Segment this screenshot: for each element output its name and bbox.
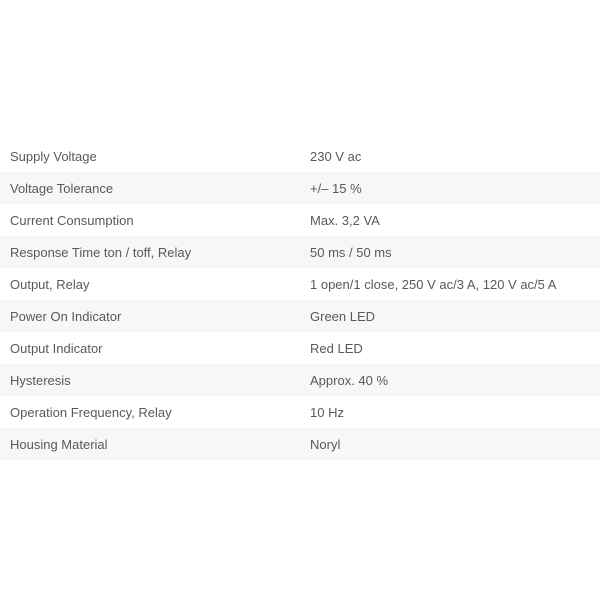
table-row bbox=[0, 172, 600, 204]
specifications-table bbox=[0, 140, 600, 460]
spec-value: Approx. 40 % bbox=[310, 372, 389, 388]
spec-value: 50 ms / 50 ms bbox=[310, 244, 392, 260]
table-row bbox=[0, 300, 600, 332]
spec-label: Power On Indicator bbox=[10, 308, 122, 324]
spec-value: Noryl bbox=[310, 436, 341, 452]
table-row bbox=[0, 204, 600, 236]
spec-value: 10 Hz bbox=[310, 404, 344, 420]
spec-value: 230 V ac bbox=[310, 148, 362, 164]
table-row bbox=[0, 332, 600, 364]
spec-label: Output, Relay bbox=[10, 276, 90, 292]
table-row bbox=[0, 268, 600, 300]
spec-label: Housing Material bbox=[10, 436, 108, 452]
spec-label: Supply Voltage bbox=[10, 148, 97, 164]
spec-label: Operation Frequency, Relay bbox=[10, 404, 172, 420]
spec-value: Max. 3,2 VA bbox=[310, 212, 380, 228]
spec-label: Output Indicator bbox=[10, 340, 103, 356]
spec-value: 1 open/1 close, 250 V ac/3 A, 120 V ac/5 A bbox=[310, 276, 557, 292]
spec-label: Hysteresis bbox=[10, 372, 71, 388]
spec-label: Voltage Tolerance bbox=[10, 180, 114, 196]
spec-value: Red LED bbox=[310, 340, 363, 356]
table-row bbox=[0, 396, 600, 428]
table-row bbox=[0, 364, 600, 396]
spec-value: Green LED bbox=[310, 308, 376, 324]
spec-label: Current Consumption bbox=[10, 212, 134, 228]
table-row bbox=[0, 428, 600, 460]
spec-label: Response Time ton / toff, Relay bbox=[10, 244, 192, 260]
table-row bbox=[0, 140, 600, 172]
spec-value: +/– 15 % bbox=[310, 180, 362, 196]
table-row bbox=[0, 236, 600, 268]
